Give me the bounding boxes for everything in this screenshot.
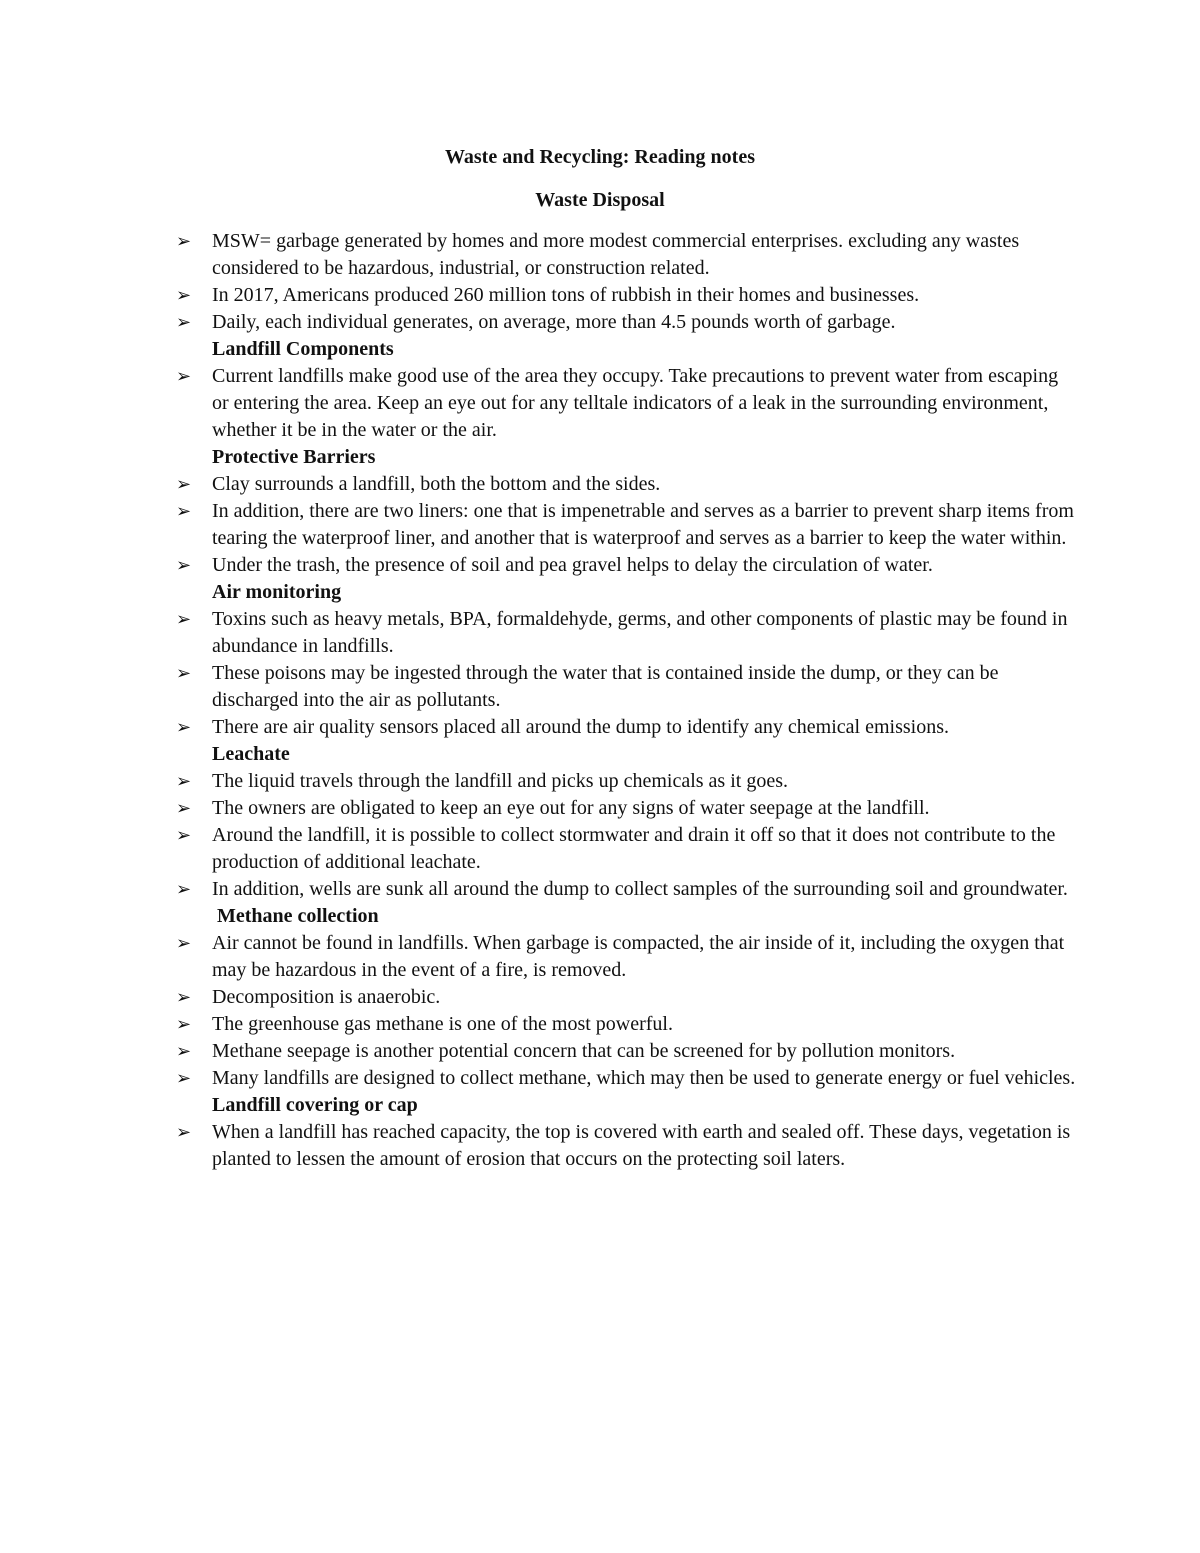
section-heading: Methane collection [217, 905, 379, 927]
list-item-text: There are air quality sensors placed all around the dump to identify any chemical emissions. [212, 716, 949, 738]
arrowhead-bullet-icon: ➢ [176, 825, 192, 846]
arrowhead-bullet-icon: ➢ [176, 1068, 192, 1089]
list-item-text: In addition, wells are sunk all around the dump to collect samples of the surrounding soil and groundwater. [212, 878, 1068, 900]
arrowhead-bullet-icon: ➢ [176, 987, 192, 1008]
arrowhead-bullet-icon: ➢ [176, 285, 192, 306]
list-item [176, 984, 1076, 1011]
list-item [176, 228, 1076, 282]
list-item [176, 309, 1076, 336]
list-item [176, 1065, 1076, 1092]
list-item-text: In 2017, Americans produced 260 million tons of rubbish in their homes and businesses. [212, 284, 920, 306]
section-heading: Landfill Components [212, 338, 394, 360]
arrowhead-bullet-icon: ➢ [176, 231, 192, 252]
list-item [176, 822, 1076, 876]
section-heading: Leachate [212, 743, 290, 765]
list-item-text: The greenhouse gas methane is one of the most powerful. [212, 1013, 673, 1035]
list-item-text: Decomposition is anaerobic. [212, 986, 441, 1008]
list-item [176, 498, 1076, 552]
arrowhead-bullet-icon: ➢ [176, 771, 192, 792]
list-item [176, 471, 1076, 498]
section-heading: Air monitoring [212, 581, 342, 603]
list-item-text: These poisons may be ingested through the water that is contained inside the dump, or they can be discharged into the air as pollutants. [212, 662, 999, 711]
list-item-text: In addition, there are two liners: one that is impenetrable and serves as a barrier to prevent sharp items from tearing the waterproof liner, and another that is waterproof and serves as a barrier to keep the water within. [212, 500, 1074, 549]
list-item-text: MSW= garbage generated by homes and more modest commercial enterprises. excluding any wastes considered to be hazardous, industrial, or construction related. [212, 230, 1020, 279]
arrowhead-bullet-icon: ➢ [176, 1041, 192, 1062]
list-item [176, 1038, 1076, 1065]
list-item-text: Toxins such as heavy metals, BPA, formaldehyde, germs, and other components of plastic may be found in abundance in landfills. [212, 608, 1068, 657]
notes-body [176, 228, 1076, 1173]
arrowhead-bullet-icon: ➢ [176, 663, 192, 684]
list-item [176, 714, 1076, 741]
list-item [176, 768, 1076, 795]
list-item [176, 795, 1076, 822]
document-subtitle: Waste Disposal [535, 189, 665, 211]
arrowhead-bullet-icon: ➢ [176, 501, 192, 522]
list-item-text: Methane seepage is another potential concern that can be screened for by pollution monitors. [212, 1040, 956, 1062]
section-heading: Protective Barriers [212, 446, 376, 468]
list-item-text: Clay surrounds a landfill, both the bottom and the sides. [212, 473, 661, 495]
list-item [176, 1119, 1076, 1173]
arrowhead-bullet-icon: ➢ [176, 474, 192, 495]
arrowhead-bullet-icon: ➢ [176, 879, 192, 900]
list-item-text: Current landfills make good use of the area they occupy. Take precautions to prevent water from escaping or entering the area. Keep an eye out for any telltale indicators of a leak in the surrounding environment, whether it be in the water or the air. [212, 365, 1059, 441]
list-item [176, 660, 1076, 714]
list-item-text: When a landfill has reached capacity, the top is covered with earth and sealed off. These days, vegetation is planted to lessen the amount of erosion that occurs on the protecting soil laters. [212, 1121, 1071, 1170]
arrowhead-bullet-icon: ➢ [176, 717, 192, 738]
list-item [176, 282, 1076, 309]
list-item-text: The owners are obligated to keep an eye out for any signs of water seepage at the landfill. [212, 797, 930, 819]
document-title: Waste and Recycling: Reading notes [445, 146, 755, 168]
list-item-text: Around the landfill, it is possible to collect stormwater and drain it off so that it does not contribute to the production of additional leachate. [212, 824, 1056, 873]
arrowhead-bullet-icon: ➢ [176, 609, 192, 630]
list-item-text: Daily, each individual generates, on average, more than 4.5 pounds worth of garbage. [212, 311, 896, 333]
list-item-text: The liquid travels through the landfill and picks up chemicals as it goes. [212, 770, 788, 792]
list-item-text: Air cannot be found in landfills. When garbage is compacted, the air inside of it, including the oxygen that may be hazardous in the event of a fire, is removed. [212, 932, 1065, 981]
section-heading: Landfill covering or cap [212, 1094, 418, 1116]
list-item [176, 930, 1076, 984]
arrowhead-bullet-icon: ➢ [176, 1014, 192, 1035]
list-item [176, 606, 1076, 660]
list-item-text: Many landfills are designed to collect methane, which may then be used to generate energy or fuel vehicles. [212, 1067, 1076, 1089]
list-item [176, 363, 1076, 444]
list-item [176, 552, 1076, 579]
arrowhead-bullet-icon: ➢ [176, 798, 192, 819]
list-item-text: Under the trash, the presence of soil and pea gravel helps to delay the circulation of water. [212, 554, 933, 576]
list-item [176, 1011, 1076, 1038]
arrowhead-bullet-icon: ➢ [176, 555, 192, 576]
list-item [176, 876, 1076, 903]
arrowhead-bullet-icon: ➢ [176, 1122, 192, 1143]
arrowhead-bullet-icon: ➢ [176, 366, 192, 387]
arrowhead-bullet-icon: ➢ [176, 312, 192, 333]
arrowhead-bullet-icon: ➢ [176, 933, 192, 954]
